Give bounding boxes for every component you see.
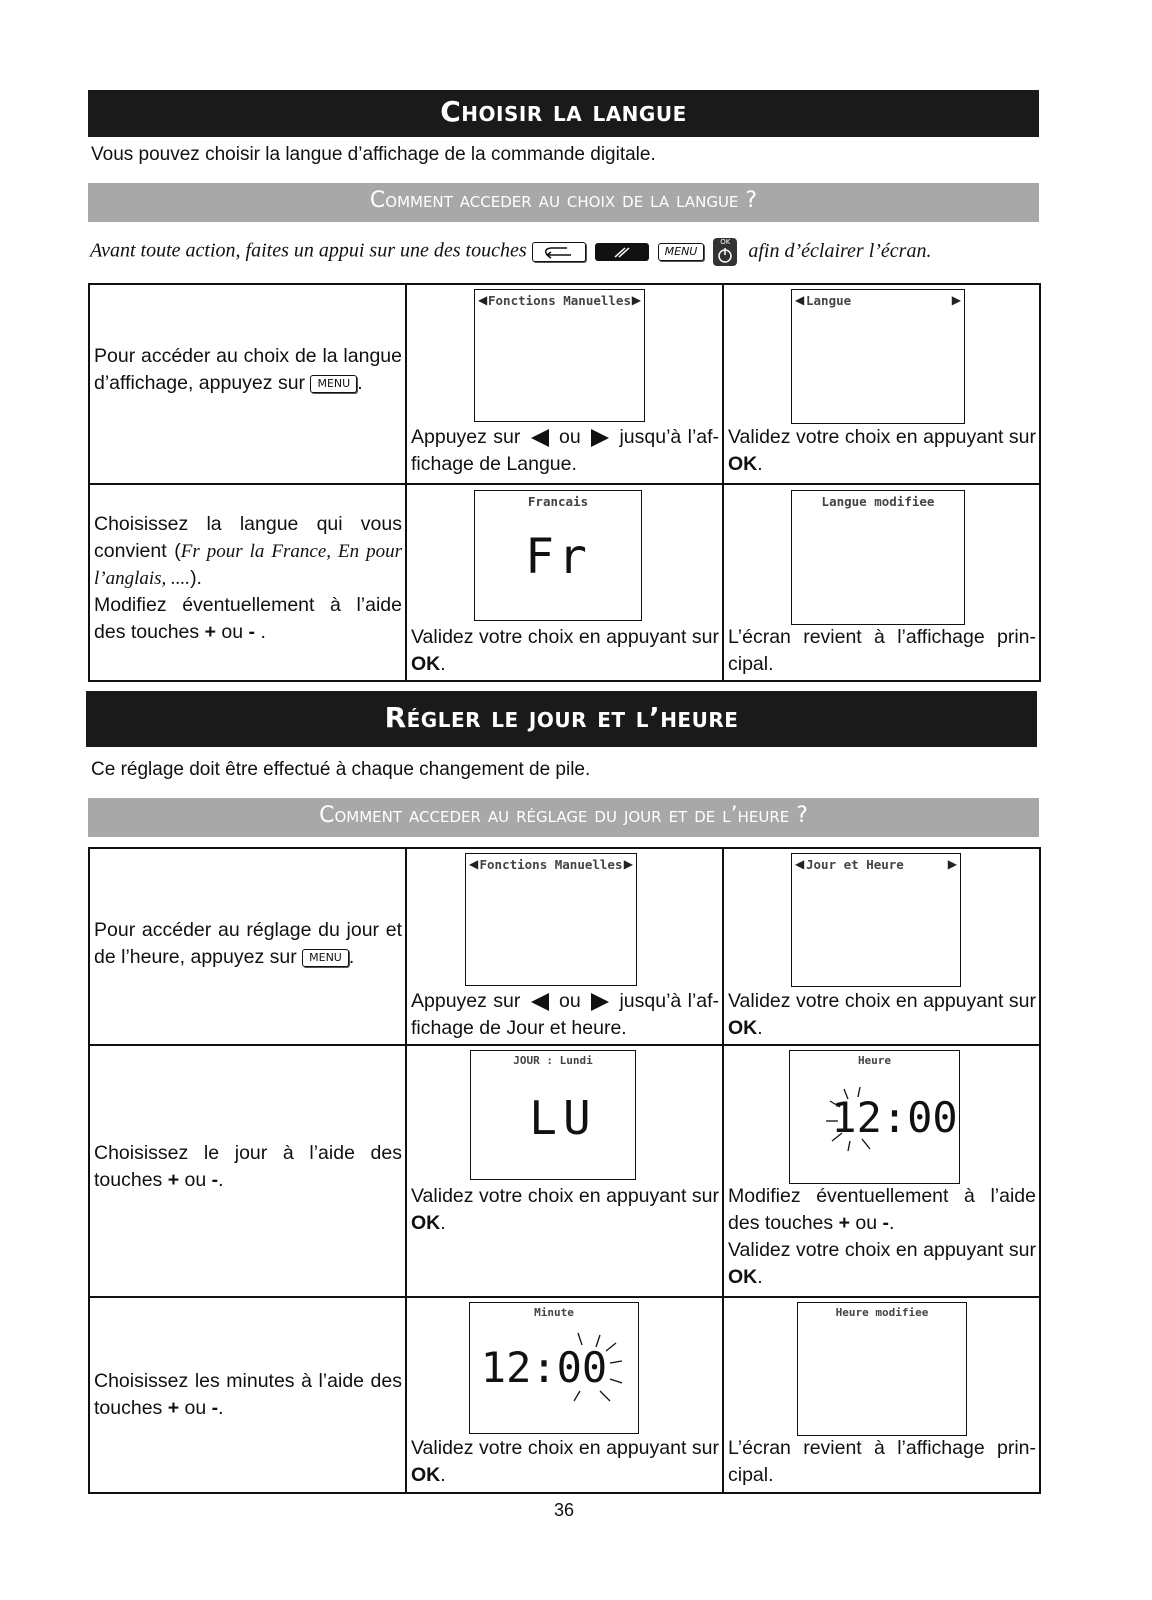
- step-text-or: ou: [221, 621, 244, 643]
- table-row: [89, 1297, 1040, 1493]
- lcd-label: Fonctions Manuelles: [479, 857, 623, 872]
- section-intro-langue: Vous pouvez choisir la langue d’affichage de la commande digitale.: [91, 144, 656, 165]
- step-text-or: ou: [855, 1212, 878, 1234]
- lcd-right-arrow-icon: ▶: [631, 293, 641, 307]
- lcd-value: 12:00: [480, 1343, 608, 1392]
- step-text: ).: [190, 567, 202, 589]
- step-text: Choisissez la langue qui vous convient (: [94, 513, 402, 562]
- table-row: [89, 484, 1040, 681]
- lcd-screen: [789, 1050, 960, 1184]
- section-intro-jour-heure: Ce réglage doit être effectué à chaque changement de pile.: [91, 759, 591, 780]
- step-text-or: ou: [184, 1397, 207, 1419]
- lcd-right-arrow-icon: ▶: [947, 857, 957, 871]
- left-arrow-key-icon: [531, 993, 549, 1011]
- step-text: Modifiez éventuellement à l’aide des touches: [94, 594, 402, 643]
- step-text: L’écran revient à l’affichage prin-cipal.: [728, 1437, 1036, 1486]
- step-text-end: jusqu’à l’af-fichage de Langue.: [411, 426, 720, 475]
- menu-key-icon: MENU: [310, 375, 357, 393]
- step-cell: [723, 1045, 1040, 1297]
- step-cell: [406, 484, 723, 681]
- step-cell: [723, 284, 1040, 484]
- ok-text: OK: [728, 1266, 758, 1288]
- step-text: Validez votre choix en appuyant sur: [728, 990, 1036, 1012]
- step-text: Appuyez sur: [411, 426, 521, 448]
- step-text: Choisissez les minutes à l’aide des touches: [94, 1370, 402, 1419]
- step-text-or: ou: [559, 426, 581, 448]
- lcd-value: Fr: [525, 529, 591, 585]
- subsection-title-langue: Comment acceder au choix de la langue ?: [88, 183, 1039, 222]
- step-text-end: .: [757, 1017, 763, 1039]
- ok-power-key-icon: [713, 238, 737, 266]
- left-arrow-key-icon: [531, 429, 549, 447]
- step-text: Pour accéder au choix de la langue d’affichage, appuyez sur: [94, 345, 402, 394]
- lcd-left-arrow-icon: ◀: [469, 857, 479, 871]
- step-cell: [723, 484, 1040, 681]
- table-row: [89, 284, 1040, 484]
- lcd-left-arrow-icon: ◀: [795, 857, 805, 871]
- step-text: Pour accéder au réglage du jour et de l’heure, appuyez sur: [94, 919, 402, 968]
- steps-table-langue: [88, 283, 1041, 682]
- lcd-screen: [470, 1050, 636, 1180]
- lcd-screen: [474, 490, 642, 621]
- section-title-langue: Choisir la langue: [88, 90, 1039, 137]
- minus-key-text: -: [248, 621, 256, 643]
- section-title-jour-heure: Régler le jour et l’heure: [86, 691, 1037, 747]
- ok-text: OK: [411, 1464, 441, 1486]
- lcd-label: Francais: [527, 494, 589, 509]
- step-text-end: .: [440, 1212, 446, 1234]
- step-text: Validez votre choix en appuyant sur: [728, 426, 1036, 448]
- subsection-title-jour-heure: Comment acceder au réglage du jour et de l’heure ?: [88, 798, 1039, 837]
- step-text: Validez votre choix en appuyant sur: [728, 1239, 1036, 1261]
- plus-key-text: +: [167, 1397, 180, 1419]
- step-text-end: .: [260, 621, 266, 643]
- plus-key-text: +: [167, 1169, 180, 1191]
- step-cell: [89, 484, 406, 681]
- step-text-end: .: [757, 453, 763, 475]
- lcd-screen: [474, 289, 645, 422]
- minus-key-text: -: [882, 1212, 890, 1234]
- lcd-label: Jour et Heure: [806, 857, 904, 872]
- table-row: [89, 1045, 1040, 1297]
- step-text-end: .: [440, 1464, 446, 1486]
- lcd-label: Heure modifiee: [835, 1306, 929, 1319]
- lcd-label: Fonctions Manuelles: [488, 293, 631, 308]
- step-text-end: jusqu’à l’af-fichage de Jour et heure.: [411, 990, 720, 1039]
- lcd-screen: [797, 1302, 967, 1436]
- menu-key-icon: MENU: [302, 949, 349, 967]
- right-arrow-key-icon: [591, 993, 609, 1011]
- table-row: [89, 848, 1040, 1045]
- step-text: Appuyez sur: [411, 990, 521, 1012]
- step-text: Validez votre choix en appuyant sur: [411, 626, 719, 648]
- plus-key-text: +: [204, 621, 216, 643]
- lcd-label: Heure: [857, 1054, 892, 1067]
- ok-text: OK: [411, 1212, 441, 1234]
- steps-table-jour-heure: [88, 847, 1041, 1494]
- lcd-right-arrow-icon: ▶: [951, 293, 961, 307]
- lcd-screen: [791, 490, 965, 625]
- lcd-value: 12:00: [831, 1093, 958, 1142]
- lcd-screen: [791, 853, 961, 987]
- ok-text: OK: [728, 453, 758, 475]
- lcd-label: Langue modifiee: [821, 494, 935, 509]
- menu-key-icon: MENU: [658, 243, 705, 261]
- step-text-end: .: [440, 653, 446, 675]
- back-key-icon: [532, 242, 586, 262]
- step-text-end: .: [889, 1212, 895, 1234]
- step-cell: [723, 1297, 1040, 1493]
- lcd-screen: [465, 853, 637, 986]
- wave-key-icon: [595, 243, 649, 261]
- right-arrow-key-icon: [591, 429, 609, 447]
- lcd-label: Minute: [534, 1306, 574, 1319]
- step-text: Choisissez le jour à l’aide des touches: [94, 1142, 402, 1191]
- step-cell: [89, 848, 406, 1045]
- step-text-end: .: [348, 946, 355, 968]
- lcd-right-arrow-icon: ▶: [623, 857, 633, 871]
- lcd-value: LU: [529, 1091, 597, 1145]
- step-text-end: .: [757, 1266, 763, 1288]
- step-cell: [89, 1297, 406, 1493]
- ok-text: OK: [411, 653, 441, 675]
- ok-key-label: OK: [720, 238, 731, 246]
- minus-key-text: -: [211, 1169, 219, 1191]
- step-cell: [406, 1045, 723, 1297]
- step-cell: [89, 1045, 406, 1297]
- step-text: Modifiez éventuellement à l’aide des touches: [728, 1185, 1036, 1234]
- step-text-end: .: [218, 1169, 224, 1191]
- plus-key-text: +: [838, 1212, 850, 1234]
- step-text: Validez votre choix en appuyant sur: [411, 1437, 719, 1459]
- step-text-or: ou: [184, 1169, 207, 1191]
- ok-text: OK: [728, 1017, 758, 1039]
- note-text-end: afin d’éclairer l’écran.: [748, 239, 932, 262]
- lcd-label: JOUR : Lundi: [513, 1054, 593, 1067]
- lcd-left-arrow-icon: ◀: [795, 293, 805, 307]
- minus-key-text: -: [211, 1397, 219, 1419]
- step-text-or: ou: [559, 990, 581, 1012]
- page-number: 36: [553, 1500, 575, 1520]
- step-text-end: .: [218, 1397, 224, 1419]
- step-text-italic: Fr pour la France, En pour l’anglais, ....: [94, 541, 402, 589]
- lcd-left-arrow-icon: ◀: [478, 293, 488, 307]
- lcd-screen: [791, 289, 965, 424]
- step-cell: [406, 1297, 723, 1493]
- step-text-end: .: [357, 372, 363, 394]
- step-cell: [406, 848, 723, 1045]
- step-cell: [723, 848, 1040, 1045]
- step-cell: [89, 284, 406, 484]
- step-cell: [406, 284, 723, 484]
- lighting-note: [90, 238, 931, 266]
- step-text: Validez votre choix en appuyant sur: [411, 1185, 719, 1207]
- lcd-screen: [469, 1302, 639, 1434]
- step-text: L’écran revient à l’affichage prin-cipal.: [728, 626, 1036, 675]
- note-text-start: Avant toute action, faites un appui sur une des touches: [90, 239, 527, 262]
- lcd-label: Langue: [806, 293, 852, 308]
